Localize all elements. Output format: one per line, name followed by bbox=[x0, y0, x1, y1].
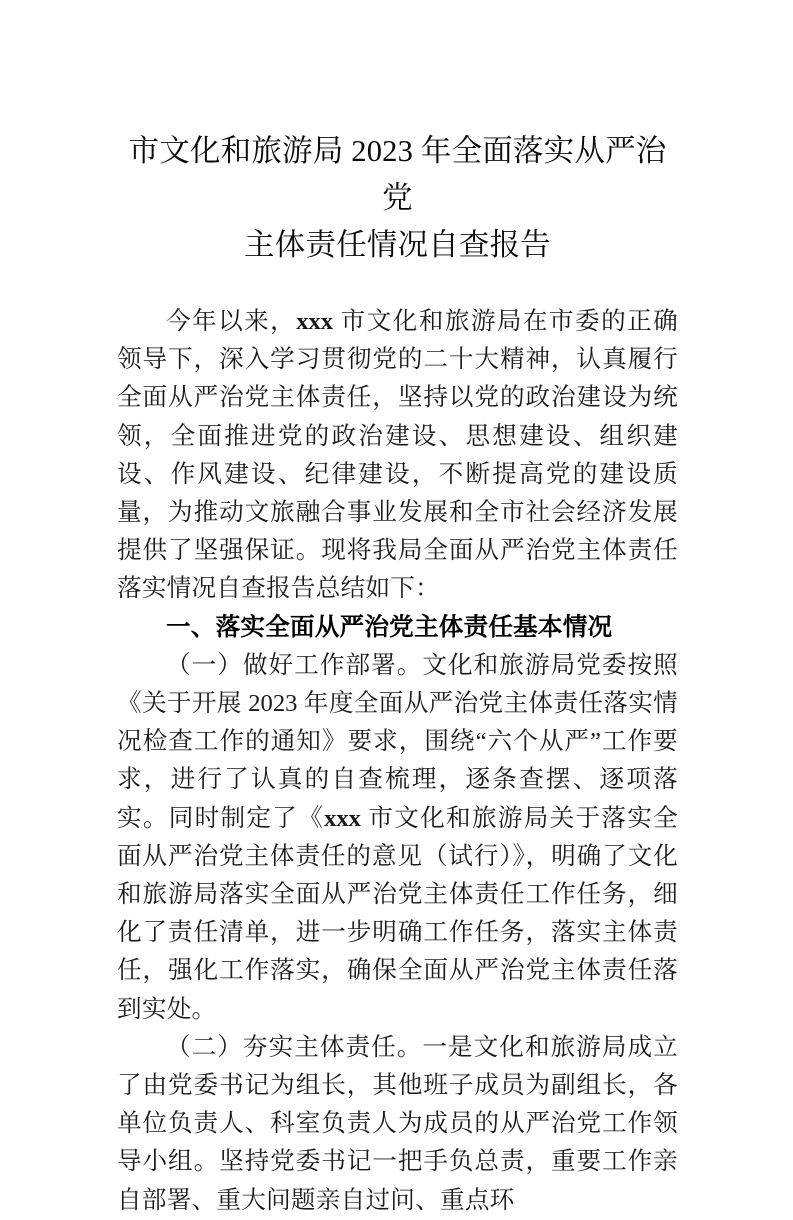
subsection-paragraph-two bbox=[117, 1029, 678, 1220]
title-spacer bbox=[117, 269, 678, 303]
item-one-year-2023: 2023 bbox=[248, 690, 298, 718]
item-one-text-part-2: 年度全面从严治党主体责任落实情况检查工作的通知》要求，围绕“六个从严”工作要求，进行了认真的自查梳理，逐条查摆、逐项落实。同时制定了《 bbox=[117, 690, 678, 832]
page-title-line-2: 主体责任情况自查报告 bbox=[244, 228, 551, 262]
item-two-text: （二）夯实主体责任。一是文化和旅游局成立了由党委书记为组长，其他班子成员为副组长，各单位负责人、科室负责人为成员的从严治党工作领导小组。坚持党委书记一把手负总责，重要工作亲自部署、重大问题亲自过问、重点环 bbox=[117, 1033, 678, 1214]
page-title bbox=[117, 0, 678, 269]
item-one-placeholder-city: xxx bbox=[324, 804, 361, 832]
intro-placeholder-city: xxx bbox=[296, 308, 334, 335]
page-title-line-1: 市文化和旅游局 2023 年全面落实从严治党 bbox=[128, 134, 667, 215]
item-one-text-part-3: 市文化和旅游局关于落实全面从严治党主体责任的意见（试行）》，明确了文化和旅游局落实全面从严治党主体责任工作任务，细化了责任清单，进一步明确工作任务，落实主体责任，强化工作落实，确保全面从严治党主体责任落到实处。 bbox=[117, 804, 678, 1023]
subsection-paragraph-one bbox=[117, 647, 678, 1029]
intro-paragraph bbox=[117, 303, 678, 609]
intro-text-part-1: 今年以来， bbox=[166, 308, 297, 335]
section-heading-one: 一、落实全面从严治党主体责任基本情况 bbox=[166, 613, 613, 641]
intro-text-part-2: 市文化和旅游局在市委的正确领导下，深入学习贯彻党的二十大精神，认真履行全面从严治党主体责任，坚持以党的政治建设为统领，全面推进党的政治建设、思想建设、组织建设、作风建设、纪律建设，不断提高党的建设质量，为推动文旅融合事业发展和全市社会经济发展提供了坚强保证。现将我局全面从严治党主体责任落实情况自查报告总结如下： bbox=[117, 308, 678, 603]
document-content-column bbox=[117, 0, 678, 1220]
item-one-text-part-1: （一）做好工作部署。文化和旅游局党委按照《关于开展 bbox=[117, 651, 678, 718]
